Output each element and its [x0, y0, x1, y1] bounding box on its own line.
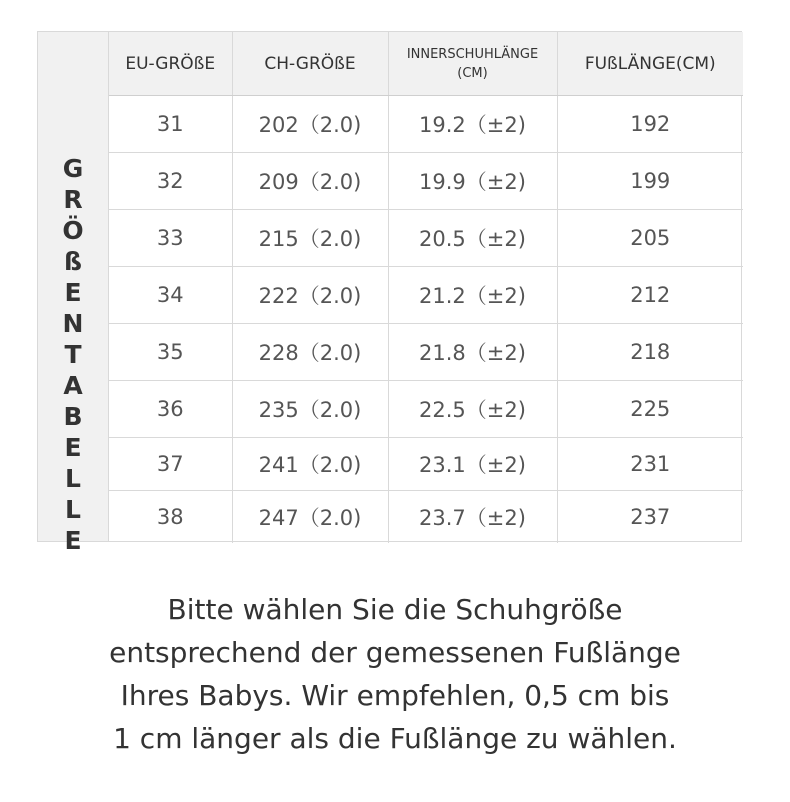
- cell-eu-size: 37: [109, 438, 232, 491]
- table-row: [109, 153, 743, 210]
- cell-foot-length: 218: [557, 324, 743, 381]
- note-line: Bitte wählen Sie die Schuhgröße: [167, 593, 623, 626]
- table-row: [109, 96, 743, 153]
- cell-insole-length: 20.5（±2): [388, 210, 557, 267]
- cell-insole-length: 21.8（±2): [388, 324, 557, 381]
- table-row: [109, 267, 743, 324]
- cell-ch-size: 241（2.0): [232, 438, 388, 491]
- size-advice-text: [0, 588, 790, 760]
- cell-insole-length: 19.2（±2): [388, 96, 557, 153]
- table-row: [109, 491, 743, 544]
- cell-ch-size: 202（2.0): [232, 96, 388, 153]
- cell-ch-size: 215（2.0): [232, 210, 388, 267]
- cell-insole-length: 19.9（±2): [388, 153, 557, 210]
- header-insole-length-unit: (CM): [457, 65, 488, 81]
- table-row: [109, 324, 743, 381]
- table-row: [109, 438, 743, 491]
- table-row: [109, 210, 743, 267]
- cell-foot-length: 192: [557, 96, 743, 153]
- cell-ch-size: 222（2.0): [232, 267, 388, 324]
- header-insole-length-label: INNERSCHUHLÄNGE: [406, 46, 539, 62]
- cell-foot-length: 231: [557, 438, 743, 491]
- header-row: [109, 32, 743, 96]
- cell-insole-length: 23.7（±2): [388, 491, 557, 544]
- cell-eu-size: 32: [109, 153, 232, 210]
- cell-eu-size: 38: [109, 491, 232, 544]
- cell-ch-size: 228（2.0): [232, 324, 388, 381]
- table-row: [109, 381, 743, 438]
- size-chart: [37, 31, 742, 557]
- cell-eu-size: 33: [109, 210, 232, 267]
- cell-insole-length: 21.2（±2): [388, 267, 557, 324]
- header-foot-length: FUßLÄNGE(CM): [557, 32, 743, 96]
- side-panel: [38, 32, 109, 557]
- cell-insole-length: 22.5（±2): [388, 381, 557, 438]
- side-title: GRÖßENTABELLE: [58, 154, 88, 557]
- cell-foot-length: 212: [557, 267, 743, 324]
- header-insole-length: [388, 32, 557, 96]
- header-ch-size: CH-GRÖßE: [232, 32, 388, 96]
- cell-foot-length: 225: [557, 381, 743, 438]
- cell-foot-length: 237: [557, 491, 743, 544]
- cell-ch-size: 209（2.0): [232, 153, 388, 210]
- cell-eu-size: 35: [109, 324, 232, 381]
- cell-insole-length: 23.1（±2): [388, 438, 557, 491]
- cell-eu-size: 31: [109, 96, 232, 153]
- cell-eu-size: 36: [109, 381, 232, 438]
- cell-foot-length: 205: [557, 210, 743, 267]
- header-eu-size: EU-GRÖßE: [109, 32, 232, 96]
- note-line: entsprechend der gemessenen Fußlänge: [109, 636, 681, 669]
- cell-ch-size: 247（2.0): [232, 491, 388, 544]
- note-line: Ihres Babys. Wir empfehlen, 0,5 cm bis: [120, 679, 670, 712]
- note-line: 1 cm länger als die Fußlänge zu wählen.: [113, 722, 677, 755]
- cell-eu-size: 34: [109, 267, 232, 324]
- cell-foot-length: 199: [557, 153, 743, 210]
- size-table: [109, 32, 743, 543]
- cell-ch-size: 235（2.0): [232, 381, 388, 438]
